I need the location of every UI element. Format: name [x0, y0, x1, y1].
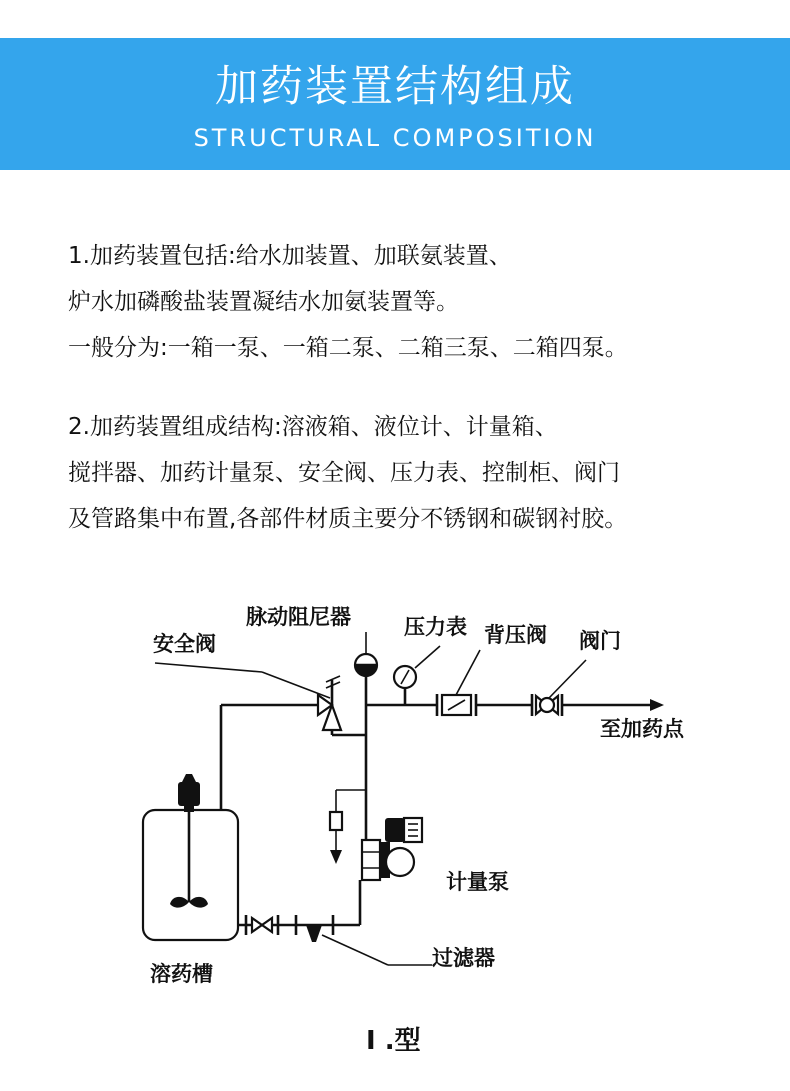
valve-symbol: [532, 660, 586, 716]
label-dissolving-tank: 溶药槽: [150, 962, 213, 986]
description-line: 一般分为:一箱一泵、一箱二泵、二箱三泵、二箱四泵。: [68, 335, 628, 361]
description-line: 及管路集中布置,各部件材质主要分不锈钢和碳钢衬胶。: [68, 506, 628, 532]
description-line: 搅拌器、加药计量泵、安全阀、压力表、控制柜、阀门: [68, 460, 620, 486]
label-valve: 阀门: [579, 629, 621, 653]
label-back-pressure-valve: 背压阀: [484, 623, 547, 647]
label-safety-valve: 安全阀: [153, 632, 216, 656]
page-subtitle: STRUCTURAL COMPOSITION: [193, 124, 597, 152]
label-pressure-gauge: 压力表: [404, 615, 467, 639]
pressure-gauge-symbol: [394, 646, 440, 705]
page-title: 加药装置结构组成: [215, 62, 575, 112]
metering-pump-symbol: [362, 818, 422, 880]
description-line: 2.加药装置组成结构:溶液箱、液位计、计量箱、: [68, 414, 558, 440]
label-filter: 过滤器: [432, 946, 495, 970]
label-metering-pump: 计量泵: [446, 870, 509, 894]
back-pressure-valve-symbol: [437, 650, 480, 716]
diagram-caption: I .型: [366, 1026, 421, 1056]
label-to-dosing-point: 至加药点: [600, 717, 684, 741]
pulse-damper-symbol: [355, 632, 377, 690]
label-pulse-damper: 脉动阻尼器: [246, 605, 351, 629]
dissolving-tank: [143, 774, 238, 940]
description-line: 1.加药装置包括:给水加装置、加联氨装置、: [68, 243, 512, 269]
safety-valve-symbol: [318, 676, 366, 735]
suction-line: [238, 880, 432, 965]
description-line: 炉水加磷酸盐装置凝结水加氨装置等。: [68, 289, 459, 315]
